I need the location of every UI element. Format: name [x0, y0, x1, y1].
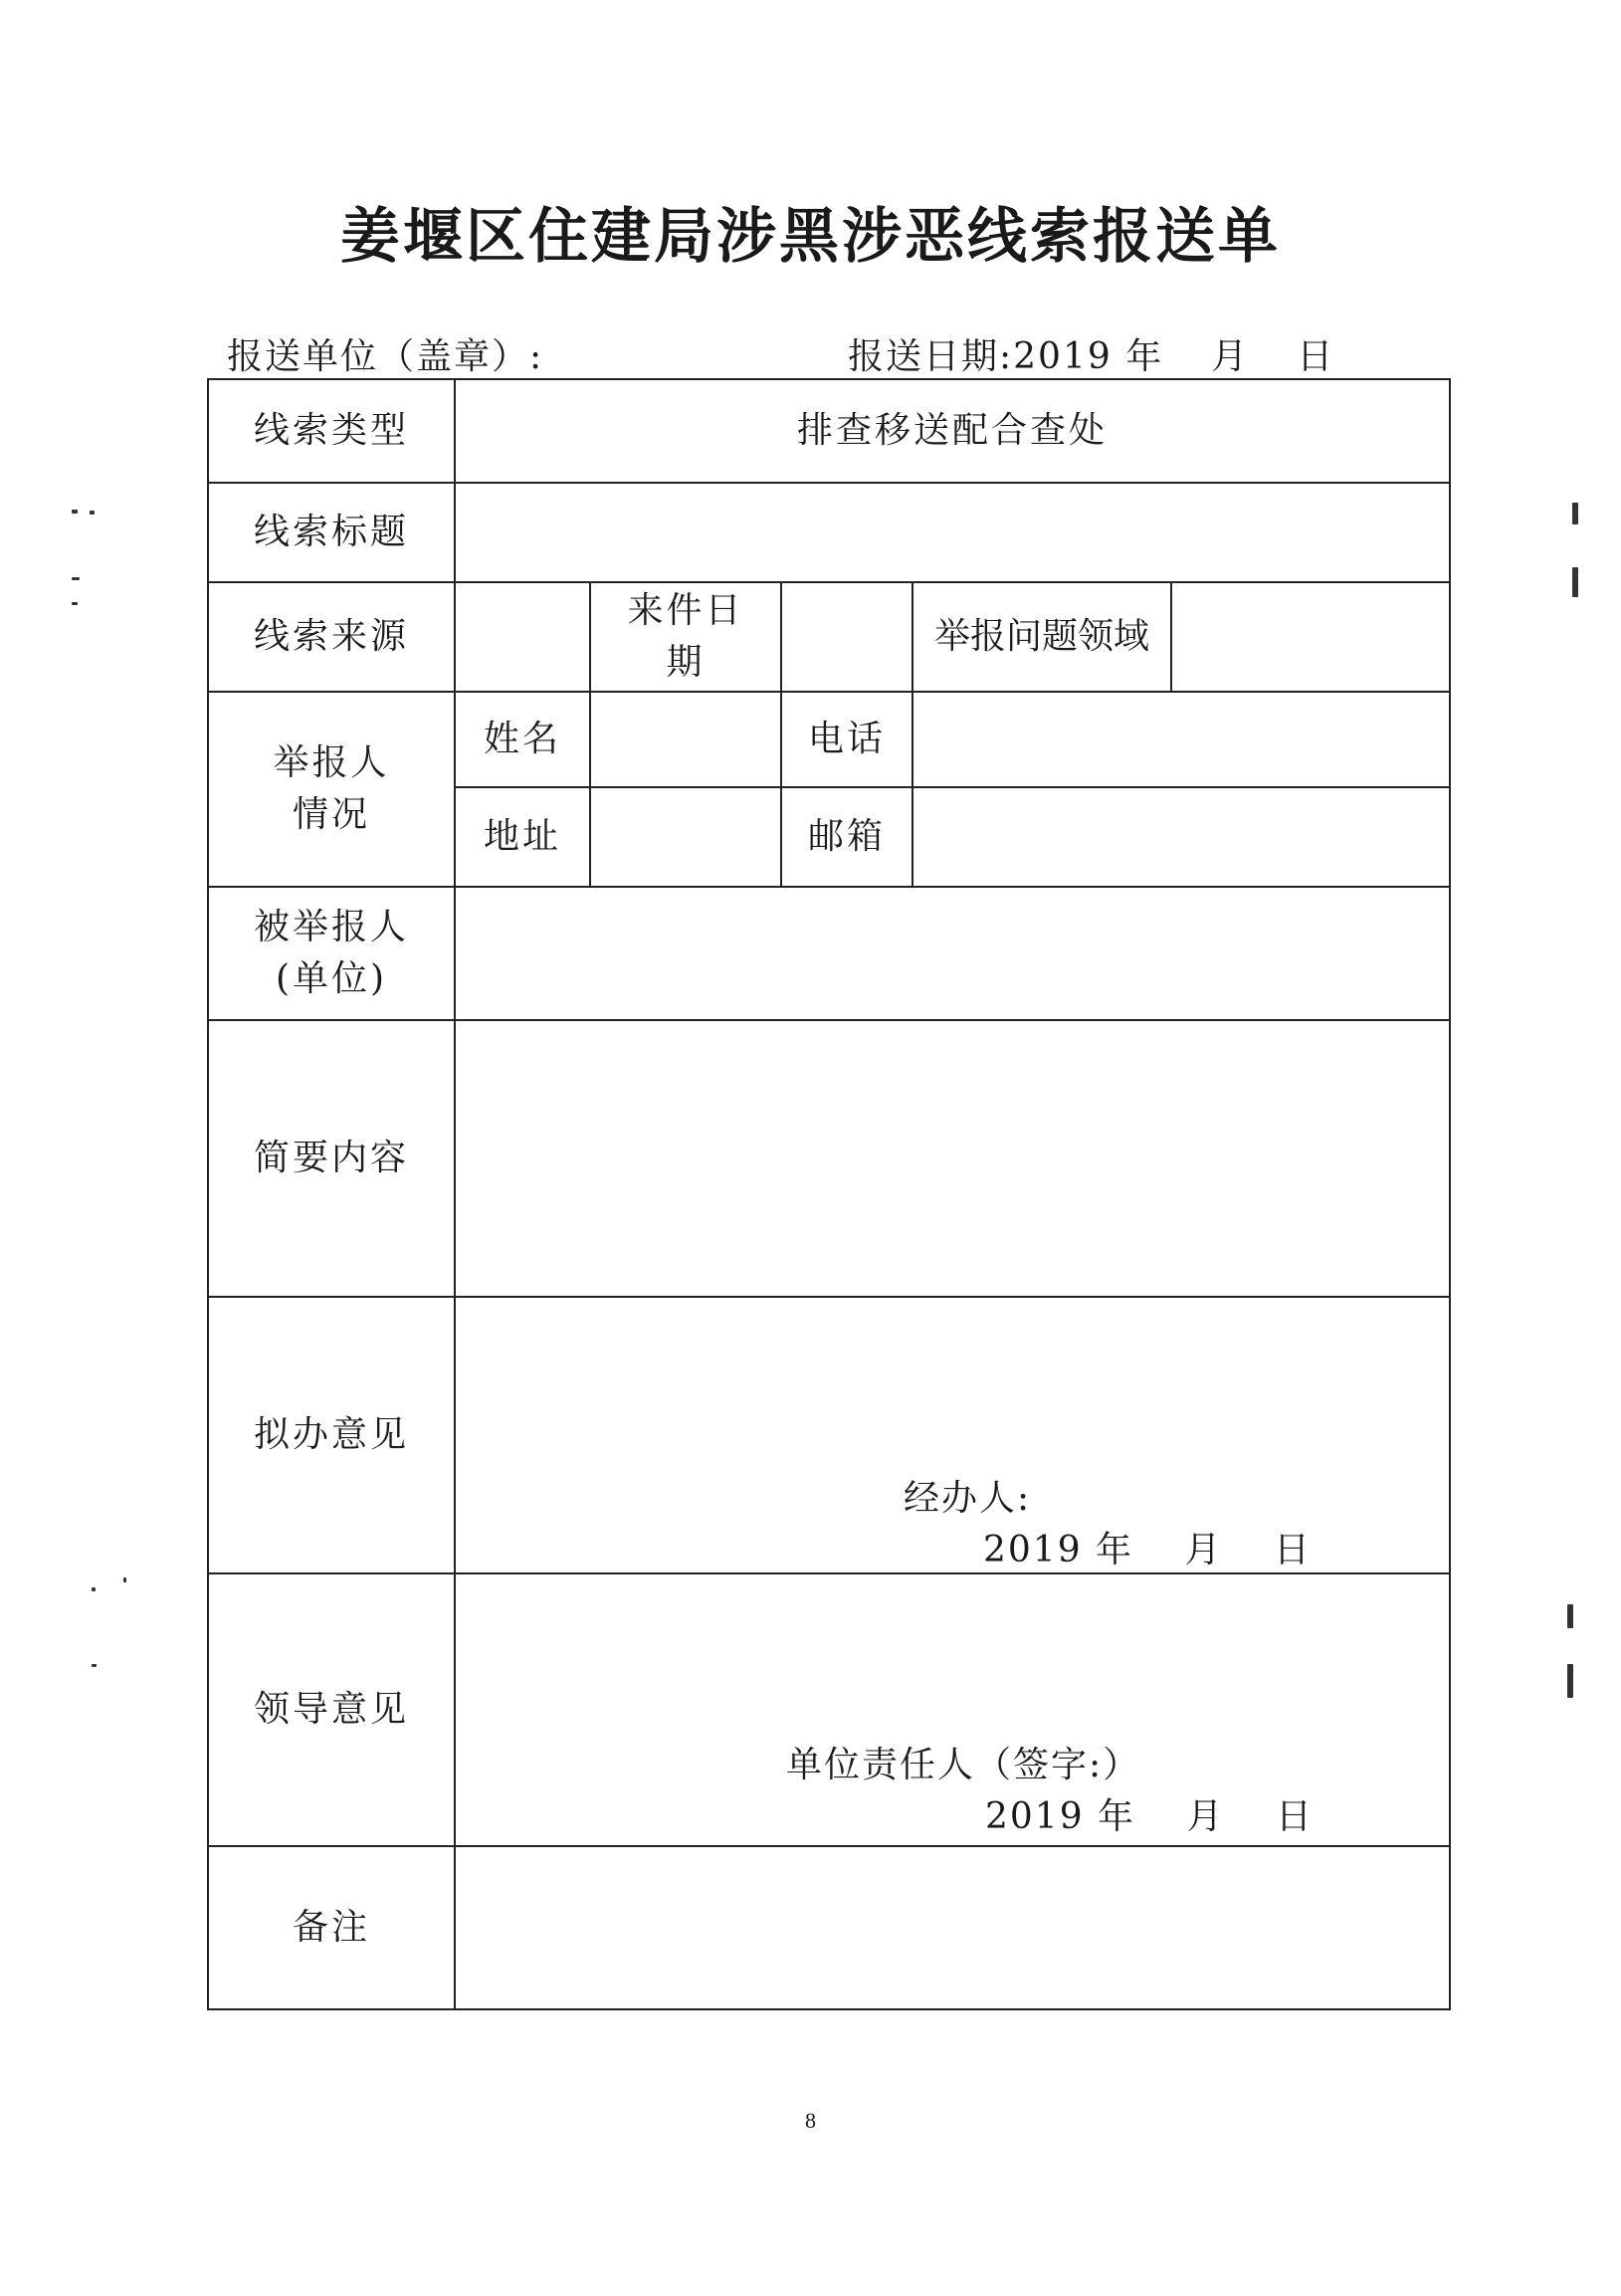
clue-type-label: 线索类型	[208, 379, 455, 483]
scan-speck	[92, 1664, 97, 1667]
clue-source-field[interactable]	[455, 582, 590, 692]
proposal-label: 拟办意见	[208, 1297, 455, 1573]
report-domain-label: 举报问题领域	[912, 582, 1171, 692]
name-label: 姓名	[455, 692, 590, 787]
incoming-date-label: 来件日 期	[590, 582, 781, 692]
leader-opinion-field[interactable]	[455, 1573, 1450, 1846]
leader-signature-label: 单位责任人（签字:）	[786, 1745, 1141, 1785]
submission-date	[848, 328, 1334, 379]
scan-speck	[1572, 503, 1578, 524]
address-field[interactable]	[590, 787, 781, 887]
submission-date-month: 月	[1211, 336, 1250, 377]
name-field[interactable]	[590, 692, 781, 787]
reporter-info-label: 举报人 情况	[208, 692, 455, 887]
scan-speck	[1567, 1604, 1573, 1628]
clue-type-value: 排查移送配合查处	[455, 379, 1450, 483]
report-domain-field[interactable]	[1171, 582, 1450, 692]
remarks-field[interactable]	[455, 1846, 1450, 2009]
proposal-field[interactable]	[455, 1297, 1450, 1573]
scan-speck	[72, 602, 78, 605]
phone-field[interactable]	[912, 692, 1450, 787]
page-title: 姜堰区住建局涉黑涉恶线索报送单	[340, 202, 1281, 272]
sender-unit-label: 报送单位（盖章）:	[227, 336, 544, 377]
proposal-date: 2019 年 月 日	[983, 1530, 1312, 1570]
email-label: 邮箱	[781, 787, 912, 887]
handler-label: 经办人:	[904, 1478, 1032, 1519]
scan-speck	[1567, 1664, 1573, 1698]
scan-speck	[90, 511, 95, 515]
leader-opinion-label: 领导意见	[208, 1573, 455, 1846]
scan-speck	[72, 510, 78, 514]
scan-speck	[72, 577, 80, 580]
clue-title-label: 线索标题	[208, 483, 455, 582]
incoming-date-field[interactable]	[781, 582, 912, 692]
clue-source-label: 线索来源	[208, 582, 455, 692]
submission-date-year: 报送日期:2019 年	[848, 336, 1164, 377]
leader-date: 2019 年 月 日	[985, 1796, 1314, 1837]
page-number: 8	[805, 2108, 816, 2133]
remarks-label: 备注	[208, 1846, 455, 2009]
address-label: 地址	[455, 787, 590, 887]
email-field[interactable]	[912, 787, 1450, 887]
scan-speck	[92, 1587, 96, 1591]
phone-label: 电话	[781, 692, 912, 787]
submission-date-day: 日	[1297, 336, 1335, 377]
reported-party-label: 被举报人 (单位)	[208, 887, 455, 1020]
summary-field[interactable]	[455, 1020, 1450, 1297]
scan-speck	[123, 1577, 126, 1582]
scan-speck	[1572, 567, 1578, 597]
clue-title-field[interactable]	[455, 483, 1450, 582]
summary-label: 简要内容	[208, 1020, 455, 1297]
clue-report-table	[207, 378, 1451, 2010]
reported-party-field[interactable]	[455, 887, 1450, 1020]
